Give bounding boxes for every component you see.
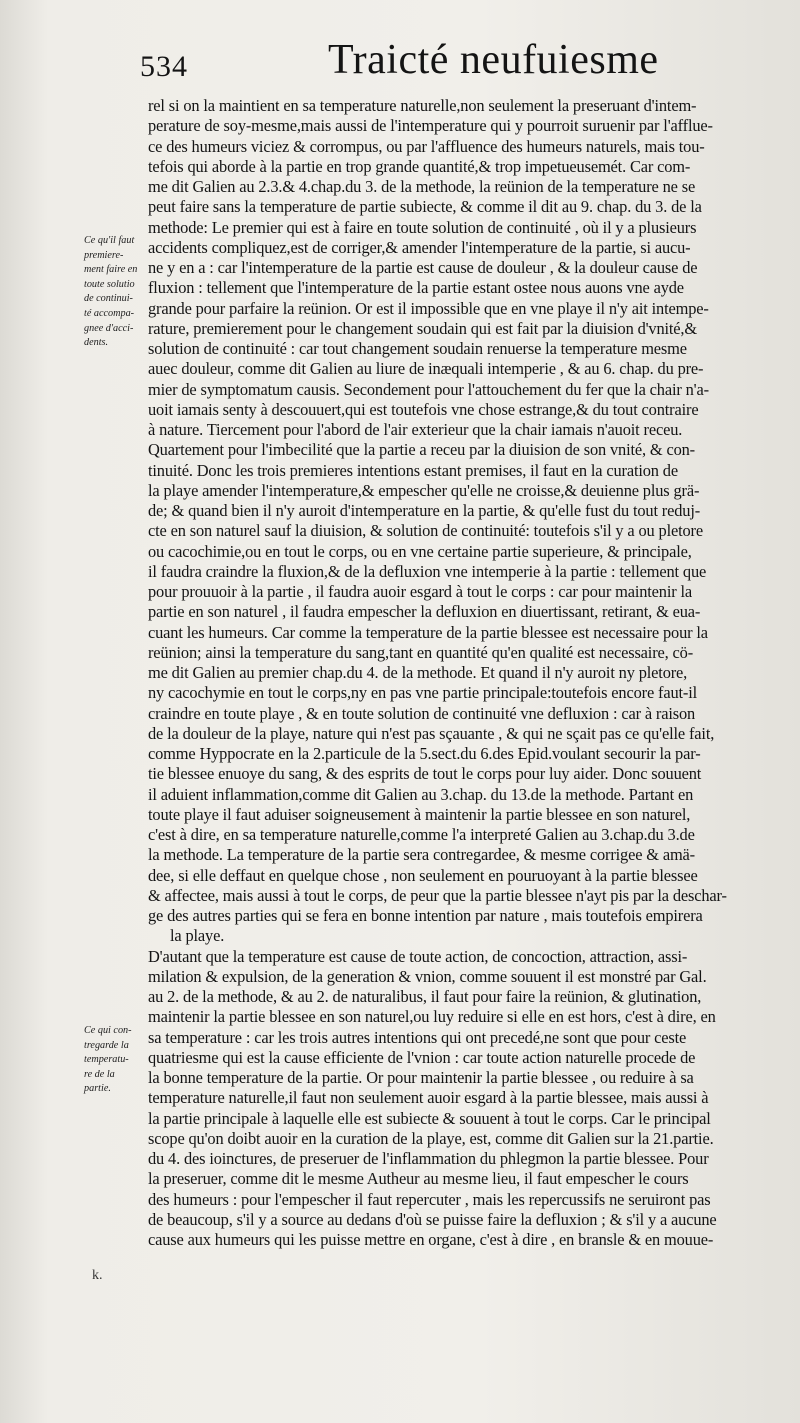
text-line: comme Hyppocrate en la 2.particule de la 5.sect.du 6.des Epid.voulant secourir la par- — [148, 744, 701, 763]
text-line: auec douleur, comme dit Galien au liure de inæquali intemperie , & au 6. chap. du pre- — [148, 359, 704, 379]
text-line: accidents compliquez,est de corriger,& amender l'intemperature de la partie, si aucu- — [148, 237, 691, 257]
marginal-note-line: re de la — [84, 1068, 115, 1080]
marginal-note-line: tregarde la — [84, 1039, 129, 1051]
text-line: de beaucoup, s'il y a source au dedans d'où se puisse faire la defluxion ; & s'il y a aucune — [148, 1209, 717, 1229]
text-line: milation & expulsion, de la generation & vnion, comme souuent il est monstré par Gal. — [148, 966, 707, 986]
text-line: craindre en toute playe , & en toute solution de continuité vne defluxion : car à raison — [148, 703, 696, 723]
text-line: toute playe il faut aduiser soigneusement à maintenir la partie blessee en son naturel, — [148, 804, 691, 824]
text-line: cte en son naturel sauf la diuision, & solution de continuité: toutefois s'il y a ou pletore — [148, 521, 703, 541]
text-line: tefois qui aborde à la partie en trop grande quantité,& trop impetueusemét. Car com- — [148, 156, 691, 176]
text-line: ny cacochymie en tout le corps,ny en pas vne partie principale:toutefois encore faut-il — [148, 683, 698, 703]
text-line: du 4. des ioinctures, de preseruer de l'inflammation du phlegmon la partie blessee. Pour — [148, 1149, 709, 1168]
text-line: temperature naturelle,il faut non seulement auoir esgard à la partie blessee, mais aussi à — [148, 1088, 709, 1108]
marginal-note-line: toute solutio — [84, 278, 135, 290]
text-line: mier de symptomatum causis. Secondement pour l'attouchement du fer que la chair n'a- — [148, 379, 709, 399]
text-line: tinuité. Donc les trois premieres intentions estant premises, il faut en la curation de — [148, 460, 678, 480]
marginal-note-line: partie. — [84, 1083, 111, 1095]
marginal-note-line: gnee d'acci- — [84, 322, 134, 334]
text-line: la methode. La temperature de la partie sera contregardee, & mesme corrigee & amä- — [148, 845, 695, 865]
running-title: Traicté neufuiesme — [328, 37, 659, 83]
marginal-note-line: premiere- — [84, 249, 124, 261]
marginal-note-line: temperatu- — [84, 1054, 129, 1066]
marginal-note-line: de continui- — [84, 293, 133, 305]
text-line: tie blessee enuoye du sang, & des esprits de tout le corps pour luy aider. Donc souuent — [148, 764, 702, 784]
text-line: dee, si elle deffaut en quelque chose , non seulement en pouruoyant à la partie blessee — [148, 865, 698, 885]
text-line: ce des humeurs viciez & corrompus, ou par l'affluence des humeurs naturels, mais tou- — [148, 136, 705, 156]
text-line: quatriesme qui est la cause efficiente de l'vnion : car toute action naturelle procede de — [148, 1047, 696, 1067]
text-line: la preseruer, comme dit le mesme Autheur au mesme lieu, il faut empescher le cours — [148, 1169, 689, 1189]
text-line: grande pour parfaire la reünion. Or est il impossible que en vne playe il n'y ait intempe- — [148, 298, 709, 318]
body-text — [148, 96, 788, 1250]
text-line: ge des autres parties qui se fera en bonne intention par nature , mais toutefois empirera — [148, 906, 703, 925]
text-line: rature, premierement pour le changement soudain qui est fait par la diuision d'vnité,& — [148, 318, 697, 338]
text-line: ne y en a : car l'intemperature de la partie est cause de douleur , & la douleur cause de — [148, 258, 698, 277]
text-line: maintenir la partie blessee en son naturel,ou luy reduire si elle en est hors, c'est à dire, en — [148, 1007, 716, 1027]
text-line: la bonne temperature de la partie. Or pour maintenir la partie blessee , ou reduire à sa — [148, 1068, 694, 1087]
marginal-note-line: dents. — [84, 337, 109, 349]
text-line: la playe amender l'intemperature,& empescher qu'elle ne croisse,& deuienne plus grä- — [148, 480, 700, 500]
text-line: Quartement pour l'imbecilité que la partie a receu par la diuision de son vnité, & con- — [148, 440, 695, 460]
text-line: des humeurs : pour l'empescher il faut repercuter , mais les repercussifs ne seruiront pas — [148, 1189, 711, 1209]
text-line: ou cacochimie,ou en tout le corps, ou en vne certaine partie superieure, & principale, — [148, 541, 692, 561]
text-line: il aduient inflammation,comme dit Galien au 3.chap. du 13.de la methode. Partant en — [148, 784, 694, 804]
marginal-note-line: Ce qui con- — [84, 1025, 132, 1036]
text-line: perature de soy-mesme,mais aussi de l'intemperature qui y pourroit suruenir par l'afflue- — [148, 116, 713, 136]
text-line: peut faire sans la temperature de partie subiecte, & comme il dit au 9. chap. du 3. de la — [148, 197, 702, 217]
text-line: solution de continuité : car tout changement soudain renuerse la temperature mesme — [148, 339, 687, 358]
text-line: de; & quand bien il n'y auroit d'intemperature en la partie, & qu'elle fust du tout reduj- — [148, 501, 701, 520]
text-line: rel si on la maintient en sa temperature naturelle,non seulement la preseruant d'intem- — [148, 96, 697, 115]
text-line: D'autant que la temperature est cause de toute action, de concoction, attraction, assi- — [148, 946, 688, 966]
text-line: à nature. Tiercement pour l'abord de l'air exterieur que la chair iamais n'auoit receu. — [148, 420, 683, 439]
text-line: la playe. — [170, 926, 225, 946]
marginal-note-line: té accompa- — [84, 307, 135, 319]
marginal-note — [84, 234, 148, 351]
text-line: de la douleur de la playe, nature qui n'est pas sçauante , & qui ne sçait pas ce qu'elle fait, — [148, 723, 715, 743]
marginal-note — [84, 1024, 148, 1097]
stray-mark: k. — [92, 1268, 103, 1283]
text-line: uoit iamais senty à descouuert,qui est toutefois vne chose estrange,& du tout contraire — [148, 399, 699, 419]
text-line: methode: Le premier qui est à faire en toute solution de continuité , où il y a plusieurs — [148, 217, 697, 237]
text-line: sa temperature : car les trois autres intentions qui ont precedé,ne sont que pour ceste — [148, 1027, 687, 1047]
text-line: au 2. de la methode, & au 2. de naturalibus, il faut pour faire la reünion, & glutination, — [148, 987, 702, 1006]
marginal-note-line: ment faire en — [84, 264, 138, 276]
text-line: c'est à dire, en sa temperature naturelle,comme l'a interpreté Galien au 3.chap.du 3.de — [148, 825, 695, 844]
text-line: partie en son naturel , il faudra empescher la defluxion en diuertissant, retirant, & eua- — [148, 602, 701, 622]
text-line: la partie principale à laquelle elle est subiecte & souuent à tout le corps. Car le principal — [148, 1108, 711, 1128]
text-line: scope qu'on doibt auoir en la curation de la playe, est, comme dit Galien sur la 21.partie. — [148, 1128, 714, 1148]
text-line: il faudra craindre la fluxion,& de la defluxion vne intemperie à la partie : tellement que — [148, 561, 707, 581]
page-number: 534 — [140, 50, 188, 83]
marginal-note-line: Ce qu'il faut — [84, 235, 135, 246]
text-line: & affectee, mais aussi à tout le corps, de peur que la partie blessee n'ayt pis par la deschar- — [148, 885, 727, 905]
text-line: fluxion : tellement que l'intemperature de la partie estant ostee nous auons vne ayde — [148, 278, 684, 298]
text-line: cause aux humeurs qui les puisse mettre en organe, c'est à dire , en bransle & en mouue- — [148, 1230, 714, 1249]
text-line: pour prouuoir à la partie , il faudra auoir esgard à tout le corps : car pour maintenir la — [148, 582, 693, 601]
text-line: me dit Galien au premier chap.du 4. de la methode. Et quand il n'y auroit ny pletore, — [148, 663, 688, 682]
text-line: reünion; ainsi la temperature du sang,tant en quantité qu'en qualité est necessaire, cö- — [148, 642, 694, 662]
text-line: me dit Galien au 2.3.& 4.chap.du 3. de la methode, la reünion de la temperature ne se — [148, 177, 696, 196]
text-line: cuant les humeurs. Car comme la temperature de la partie blessee est necessaire pour la — [148, 622, 708, 642]
